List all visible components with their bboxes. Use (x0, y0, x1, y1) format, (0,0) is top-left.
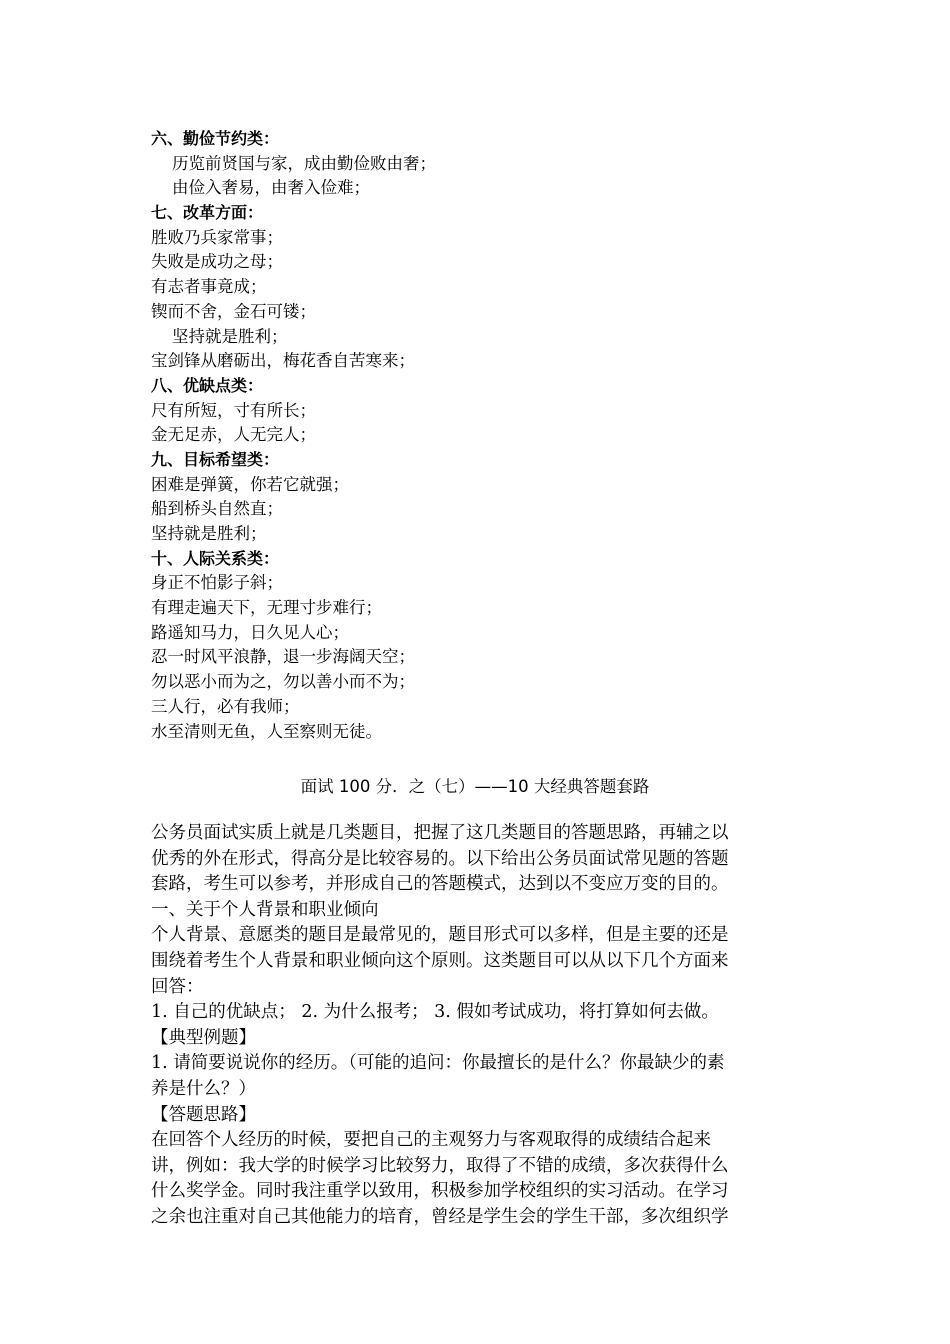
proverb-line: 胜败乃兵家常事； (151, 227, 283, 247)
proverb-line: 路遥知马力，日久见人心； (151, 622, 349, 642)
article-line: 什么奖学金。同时我注重学以致用，积极参加学校组织的实习活动。在学习 (151, 1181, 729, 1202)
section-heading: 七、改革方面： (151, 203, 264, 223)
article-line: 讲，例如：我大学的时候学习比较努力，取得了不错的成绩，多次获得什么 (151, 1155, 729, 1176)
proverb-line: 身正不怕影子斜； (151, 573, 283, 593)
proverb-line: 宝剑锋从磨砺出，梅花香自苦寒来； (151, 351, 415, 371)
proverb-line: 坚持就是胜利； (172, 326, 288, 346)
article-body (151, 821, 791, 1231)
proverb-line: 尺有所短，寸有所长； (151, 400, 316, 420)
section-heading: 九、目标希望类： (151, 449, 280, 469)
article-line: 围绕着考生个人背景和职业倾向这个原则。这类题目可以从以下几个方面来 (151, 950, 729, 971)
proverb-line: 金无足赤，人无完人； (151, 425, 316, 445)
article-line: 1. 自己的优缺点； 2. 为什么报考； 3. 假如考试成功，将打算如何去做。 (151, 1002, 719, 1023)
article-line: 回答： (151, 976, 204, 997)
article-line: 优秀的外在形式，得高分是比较容易的。以下给出公务员面试常见题的答题 (151, 848, 729, 869)
article-line: 公务员面试实质上就是几类题目，把握了这几类题目的答题思路，再辅之以 (151, 823, 729, 843)
article-line: 一、关于个人背景和职业倾向 (151, 899, 379, 920)
proverb-line: 由俭入奢易，由奢入俭难； (172, 178, 370, 198)
proverb-line: 历览前贤国与家，成由勤俭败由奢； (172, 153, 436, 173)
proverb-line: 水至清则无鱼，人至察则无徒。 (151, 721, 382, 741)
proverb-line: 有志者事竟成； (151, 277, 267, 297)
article-line: 养是什么？） (151, 1078, 256, 1099)
section-heading: 八、优缺点类： (151, 375, 264, 395)
proverb-line: 有理走遍天下，无理寸步难行； (151, 598, 382, 618)
article-line: 【典型例题】 (151, 1027, 256, 1048)
article-line: 套路，考生可以参考，并形成自己的答题模式，达到以不变应万变的目的。 (151, 874, 729, 895)
proverb-line: 船到桥头自然直； (151, 499, 283, 519)
section-heading: 十、人际关系类： (151, 548, 280, 568)
proverb-line: 锲而不舍，金石可镂； (151, 301, 316, 321)
article-line: 之余也注重对自己其他能力的培育，曾经是学生会的学生干部，多次组织学 (151, 1206, 729, 1227)
article-line: 在回答个人经历的时候，要把自己的主观努力与客观取得的成绩结合起来 (151, 1130, 711, 1151)
proverb-sections (151, 127, 791, 744)
article-line: 【答题思路】 (151, 1104, 256, 1125)
article-line: 个人背景、意愿类的题目是最常见的，题目形式可以多样，但是主要的还是 (151, 925, 729, 946)
proverb-line: 失败是成功之母； (151, 252, 283, 272)
proverb-line: 坚持就是胜利； (151, 524, 267, 543)
proverb-line: 三人行，必有我师； (151, 696, 300, 716)
section-heading: 六、勤俭节约类： (151, 129, 280, 148)
article-title: 面试 100 分．之（七）——10 大经典答题套路 (300, 777, 650, 796)
article-line: 1. 请简要说说你的经历。（可能的追问：你最擅长的是什么？你最缺少的素 (151, 1053, 725, 1074)
proverb-line: 勿以恶小而为之，勿以善小而不为； (151, 672, 415, 692)
proverb-line: 困难是弹簧，你若它就强； (151, 474, 349, 494)
proverb-line: 忍一时风平浪静，退一步海阔天空； (151, 647, 415, 667)
